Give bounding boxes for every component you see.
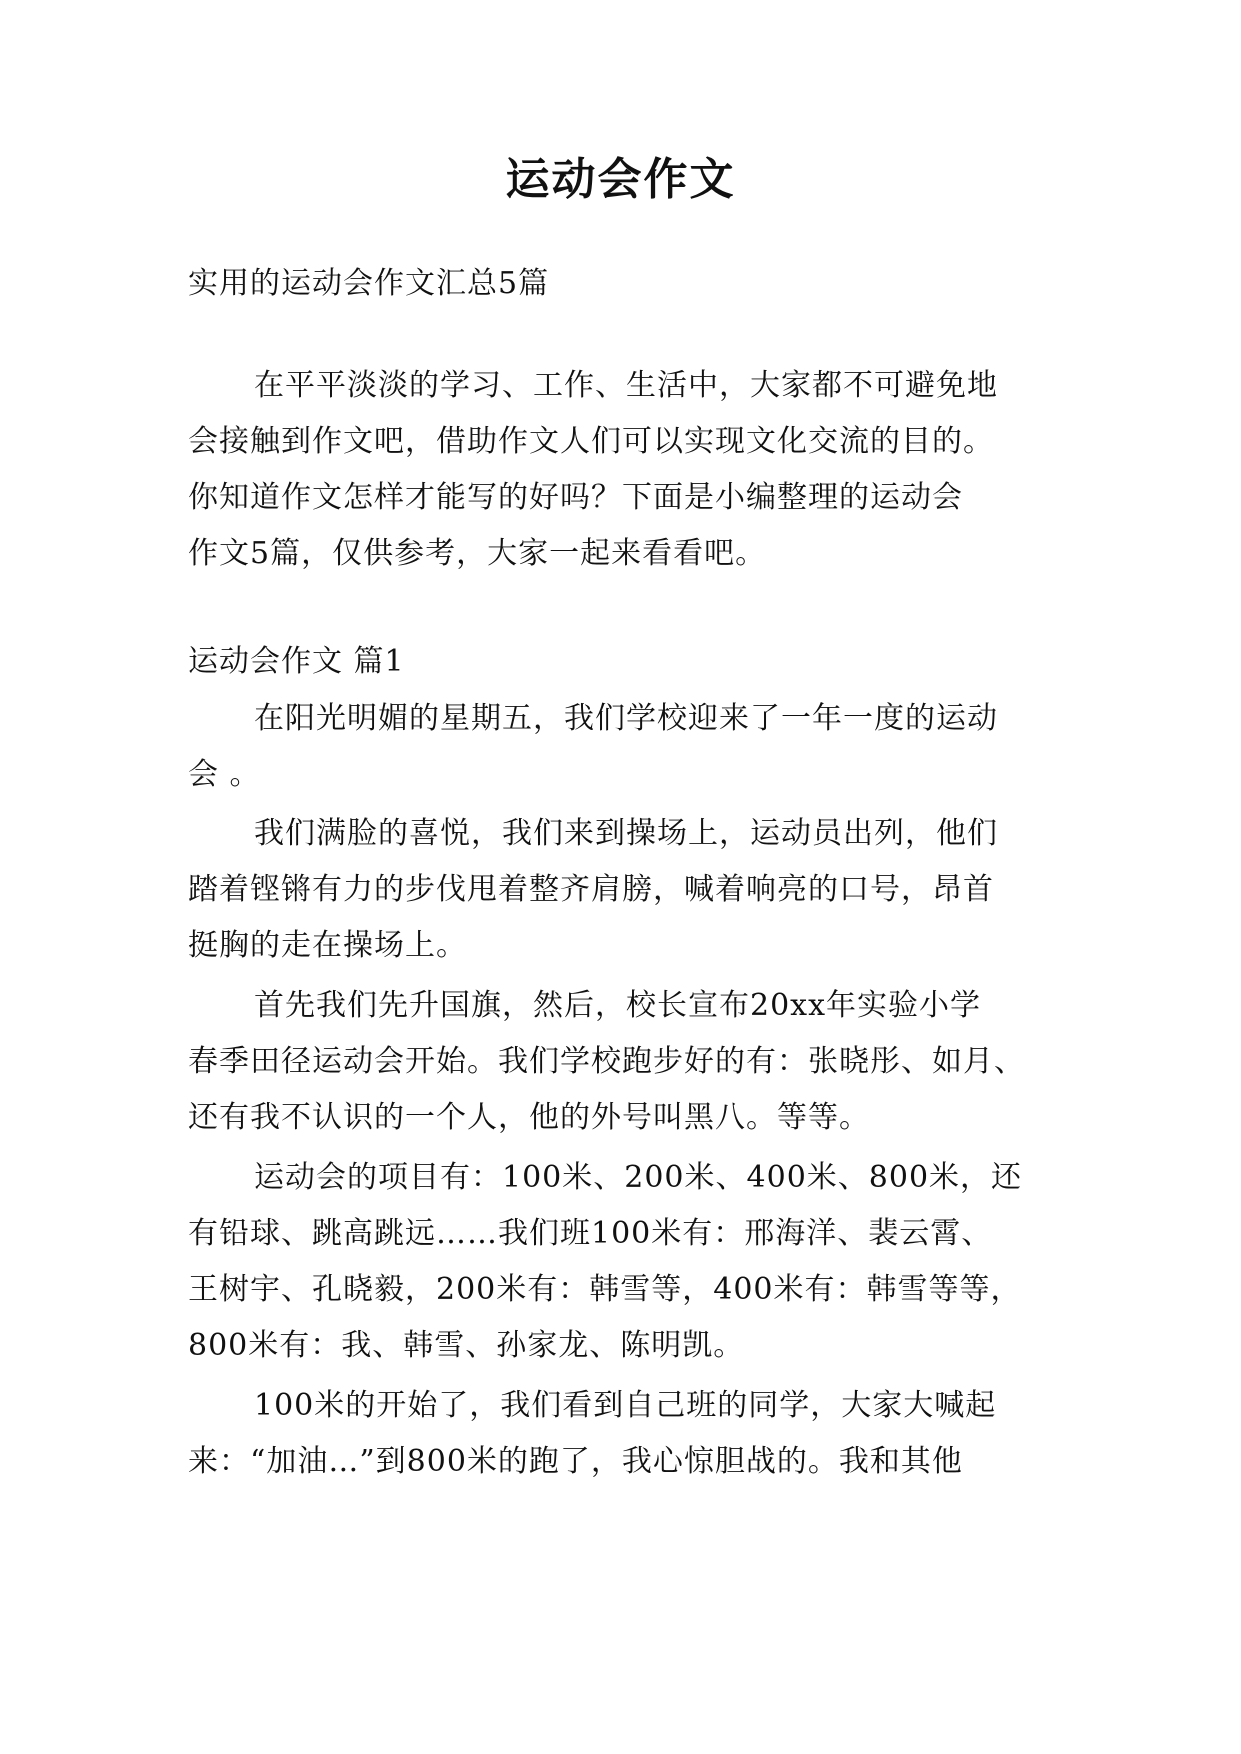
paragraph-line: 800米有：我、韩雪、孙家龙、陈明凯。 [188,1328,745,1363]
document-subtitle: 实用的运动会作文汇总5篇 [188,266,550,301]
paragraph-line: 有铅球、跳高跳远……我们班100米有：邢海洋、裴云霄、 [188,1216,993,1251]
intro-line: 你知道作文怎样才能写的好吗？下面是小编整理的运动会 [188,480,963,515]
paragraph-line: 首先我们先升国旗，然后，校长宣布20xx年实验小学 [254,988,982,1023]
paragraph-line: 春季田径运动会开始。我们学校跑步好的有：张晓彤、如月、 [188,1044,1025,1079]
document-title: 运动会作文 [505,154,736,205]
paragraph-line: 会 。 [188,757,261,792]
paragraph-line: 王树宇、孔晓毅，200米有：韩雪等，400米有：韩雪等等， [188,1272,1022,1307]
paragraph-line: 运动会的项目有：100米、200米、400米、800米，还 [254,1160,1023,1195]
paragraph-line: 在阳光明媚的星期五，我们学校迎来了一年一度的运动 [254,701,998,736]
paragraph-line: 我们满脸的喜悦，我们来到操场上，运动员出列，他们 [254,816,998,851]
paragraph-line: 100米的开始了，我们看到自己班的同学，大家大喊起 [254,1388,997,1423]
paragraph-line: 还有我不认识的一个人，他的外号叫黑八。等等。 [188,1100,870,1135]
intro-line: 会接触到作文吧，借助作文人们可以实现文化交流的目的。 [188,424,994,459]
paragraph-line: 挺胸的走在操场上。 [188,928,467,963]
paragraph-line: 踏着铿锵有力的步伐甩着整齐肩膀，喊着响亮的口号，昂首 [188,872,994,907]
intro-line: 在平平淡淡的学习、工作、生活中，大家都不可避免地 [254,368,998,403]
paragraph-line: 来：“加油…”到800米的跑了，我心惊胆战的。我和其他 [188,1444,963,1479]
section-heading: 运动会作文 篇1 [188,644,405,679]
intro-line: 作文5篇，仅供参考，大家一起来看看吧。 [188,536,767,571]
